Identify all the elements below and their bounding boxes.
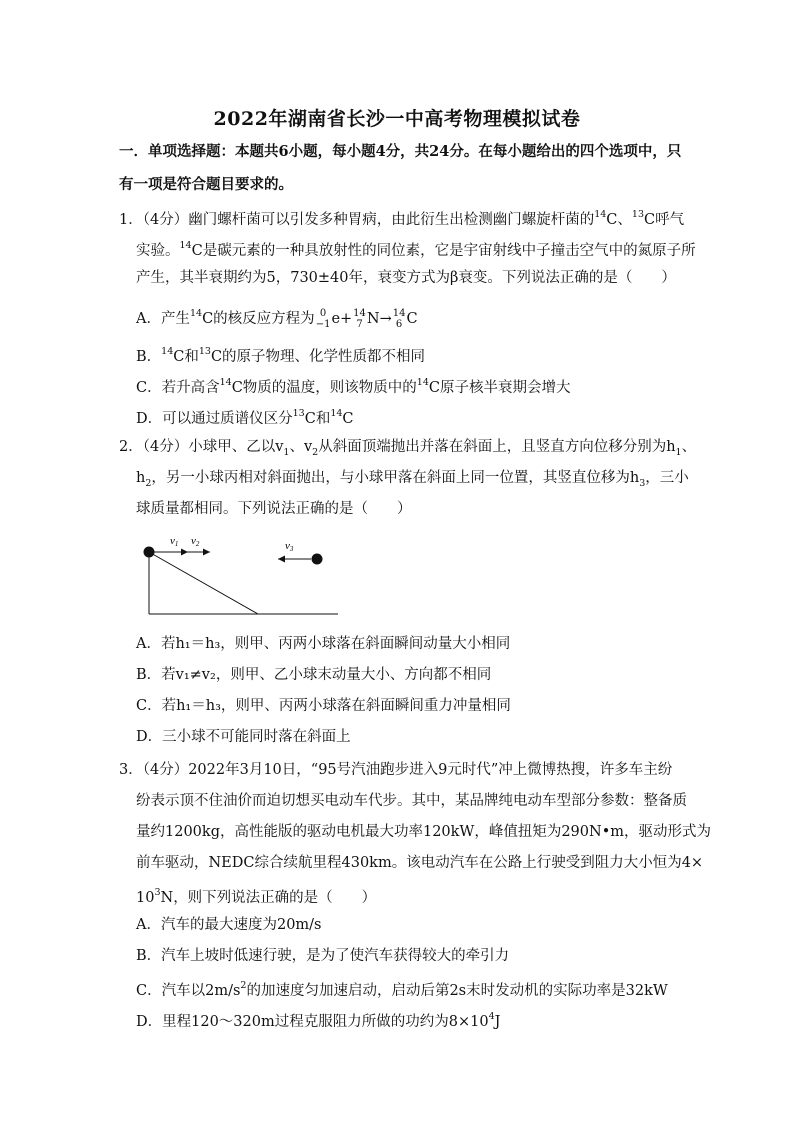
q2-option-c: C．若h₁＝h₃，则甲、丙两小球落在斜面瞬间重力冲量相同 [136, 698, 511, 714]
q3-option-a: A．汽车的最大速度为20m/s [136, 917, 322, 933]
q1-stem-line2: 实验。$^{14}$C是碳元素的一种具放射性的同位素，它是宇宙射线中子撞击空气中的氮原子所 [136, 240, 696, 259]
q1-stem-line3: 产生，其半衰期约为5，730±40年，衰变方式为β衰变。下列说法正确的是（ ） [136, 270, 676, 286]
q1-option-b: B．$^{14}$C和$^{13}$C的原子物理、化学性质都不相同 [136, 346, 426, 365]
q2-stem-line3: 球质量都相同。下列说法正确的是（ ） [136, 501, 412, 517]
ball-jia-yi [144, 547, 155, 558]
v2-label: v2 [191, 535, 200, 548]
q3-option-b: B．汽车上坡时低速行驶，是为了使汽车获得较大的牵引力 [136, 948, 510, 964]
section-heading-line2: 有一项是符合题目要求的。 [119, 176, 293, 193]
q2-option-d: D．三小球不可能同时落在斜面上 [136, 729, 351, 745]
q3-stem-line3: 量约1200kg，高性能版的驱动电机最大功率120kW，峰值扭矩为290N•m，驱动形式为 [136, 824, 711, 840]
v3-arrowhead [278, 556, 285, 563]
q3-stem-line1: 3．（4分）2022年3月10日，“95号汽油跑步进入9元时代”冲上微博热搜，许多车主纷 [119, 762, 673, 778]
q2-stem-line1: 2．（4分）小球甲、乙以$v_1$、$v_2$从斜面顶端抛出并落在斜面上，且竖直方向位移分别为$h_1$、 [119, 439, 697, 458]
q1-option-d: D．可以通过质谱仪区分$^{13}$C和$^{14}$C [136, 408, 354, 427]
v3-label: v3 [285, 540, 294, 553]
q1-option-a: A．产生$^{14}$C的核反应方程为 0 −1 e+ 14 7 N→ 14 6 C [136, 307, 418, 330]
ball-bing [312, 554, 323, 565]
page-title: 2022年湖南省长沙一中高考物理模拟试卷 [213, 108, 581, 130]
q2-stem-line2: $h_2$，另一小球丙相对斜面抛出，与小球甲落在斜面上同一位置，其竖直位移为$h_3$，三小 [136, 470, 689, 489]
q2-option-b: B．若v₁≠v₂，则甲、乙小球末动量大小、方向都不相同 [136, 667, 492, 683]
v2-arrowhead [203, 549, 210, 556]
incline-slope [149, 552, 258, 614]
v1-arrowhead [181, 549, 188, 556]
q3-stem-line4: 前车驱动，NEDC综合续航里程430km。该电动汽车在公路上行驶受到阻力大小恒为4× [136, 855, 704, 871]
section-heading-line1: 一．单项选择题：本题共6小题，每小题4分，共24分。在每小题给出的四个选项中，只 [119, 143, 682, 160]
q1-option-c: C．若升高含$^{14}$C物质的温度，则该物质中的$^{14}$C原子核半衰期会增大 [136, 377, 571, 396]
q3-option-c: C．汽车以$2m/s^2$的加速度匀加速启动，启动后第2s末时发动机的实际功率是32kW [136, 980, 668, 999]
v1-label: v1 [170, 535, 179, 548]
q1-stem-line1: 1．（4分）幽门螺杆菌可以引发多种胃病，由此衍生出检测幽门螺旋杆菌的$^{14}$C、$^{13}$C呼气 [119, 209, 685, 228]
q3-stem-line5: $10^3N$，则下列说法正确的是（ ） [136, 887, 377, 906]
q3-stem-line2: 纷表示顶不住油价而迫切想买电动车代步。其中，某品牌纯电动车型部分参数：整备质 [136, 793, 687, 809]
q3-option-d: D．里程120～320m过程克服阻力所做的功约为$8\times 10^4J$ [136, 1011, 501, 1030]
incline-figure [140, 530, 350, 620]
q2-option-a: A．若h₁＝h₃，则甲、丙两小球落在斜面瞬间动量大小相同 [136, 636, 511, 652]
